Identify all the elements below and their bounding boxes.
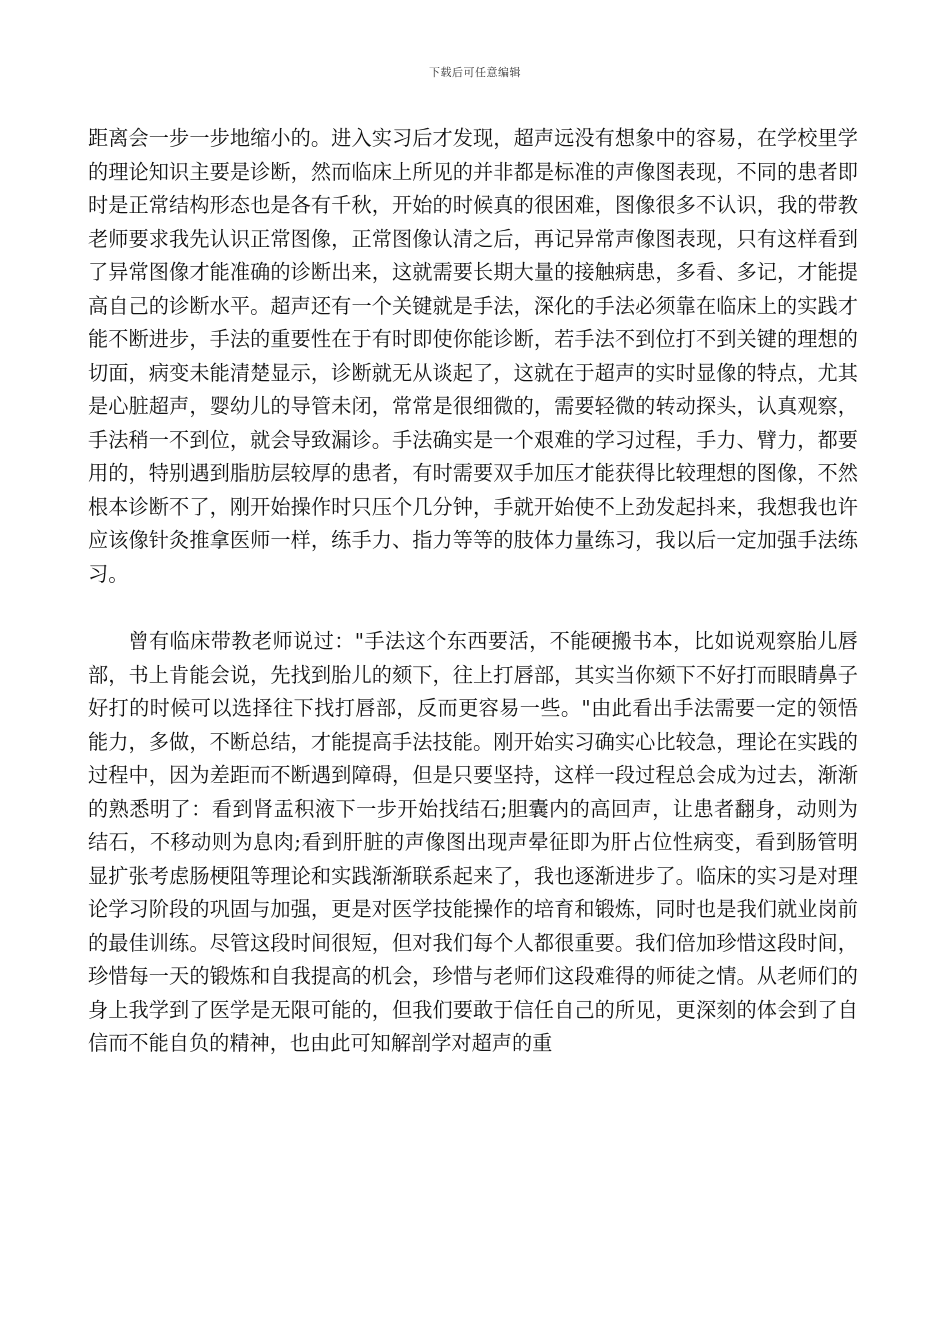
document-body bbox=[88, 122, 858, 1061]
page-header-note: 下载后可任意编辑 bbox=[429, 66, 521, 79]
paragraph-2: 曾有临床带教老师说过："手法这个东西要活，不能硬搬书本，比如说观察胎儿唇部，书上肯能会说，先找到胎儿的颏下，往上打唇部，其实当你颏下不好打而眼睛鼻子好打的时候可以选择往下找打唇部，反而更容易一些。"由此看出手法需要一定的领悟能力，多做，不断总结，才能提高手法技能。刚开始实习确实心比较急，理论在实践的过程中，因为差距而不断遇到障碍，但是只要坚持，这样一段过程总会成为过去，渐渐的熟悉明了：看到肾盂积液下一步开始找结石;胆囊内的高回声，让患者翻身，动则为结石，不移动则为息肉;看到肝脏的声像图出现声晕征即为肝占位性病变，看到肠管明显扩张考虑肠梗阻等理论和实践渐渐联系起来了，我也逐渐进步了。临床的实习是对理论学习阶段的巩固与加强，更是对医学技能操作的培育和锻炼，同时也是我们就业岗前的最佳训练。尽管这段时间很短，但对我们每个人都很重要。我们倍加珍惜这段时间，珍惜每一天的锻炼和自我提高的机会，珍惜与老师们这段难得的师徒之情。从老师们的身上我学到了医学是无限可能的，但我们要敢于信任自己的所见，更深刻的体会到了自信而不能自负的精神，也由此可知解剖学对超声的重 bbox=[88, 629, 858, 1055]
paragraph-1: 距离会一步一步地缩小的。进入实习后才发现，超声远没有想象中的容易，在学校里学的理论知识主要是诊断，然而临床上所见的并非都是标准的声像图表现，不同的患者即时是正常结构形态也是各有千秋，开始的时候真的很困难，图像很多不认识，我的带教老师要求我先认识正常图像，正常图像认清之后，再记异常声像图表现，只有这样看到了异常图像才能准确的诊断出来，这就需要长期大量的接触病患，多看、多记，才能提高自己的诊断水平。超声还有一个关键就是手法，深化的手法必须靠在临床上的实践才能不断进步，手法的重要性在于有时即使你能诊断，若手法不到位打不到关键的理想的切面，病变未能清楚显示，诊断就无从谈起了，这就在于超声的实时显像的特点，尤其是心脏超声，婴幼儿的导管未闭，常常是很细微的，需要轻微的转动探头，认真观察，手法稍一不到位，就会导致漏诊。手法确实是一个艰难的学习过程，手力、臂力，都要用的，特别遇到脂肪层较厚的患者，有时需要双手加压才能获得比较理想的图像，不然根本诊断不了，刚开始操作时只压个几分钟，手就开始使不上劲发起抖来，我想我也许应该像针灸推拿医师一样，练手力、指力等等的肢体力量练习，我以后一定加强手法练习。 bbox=[88, 126, 858, 586]
